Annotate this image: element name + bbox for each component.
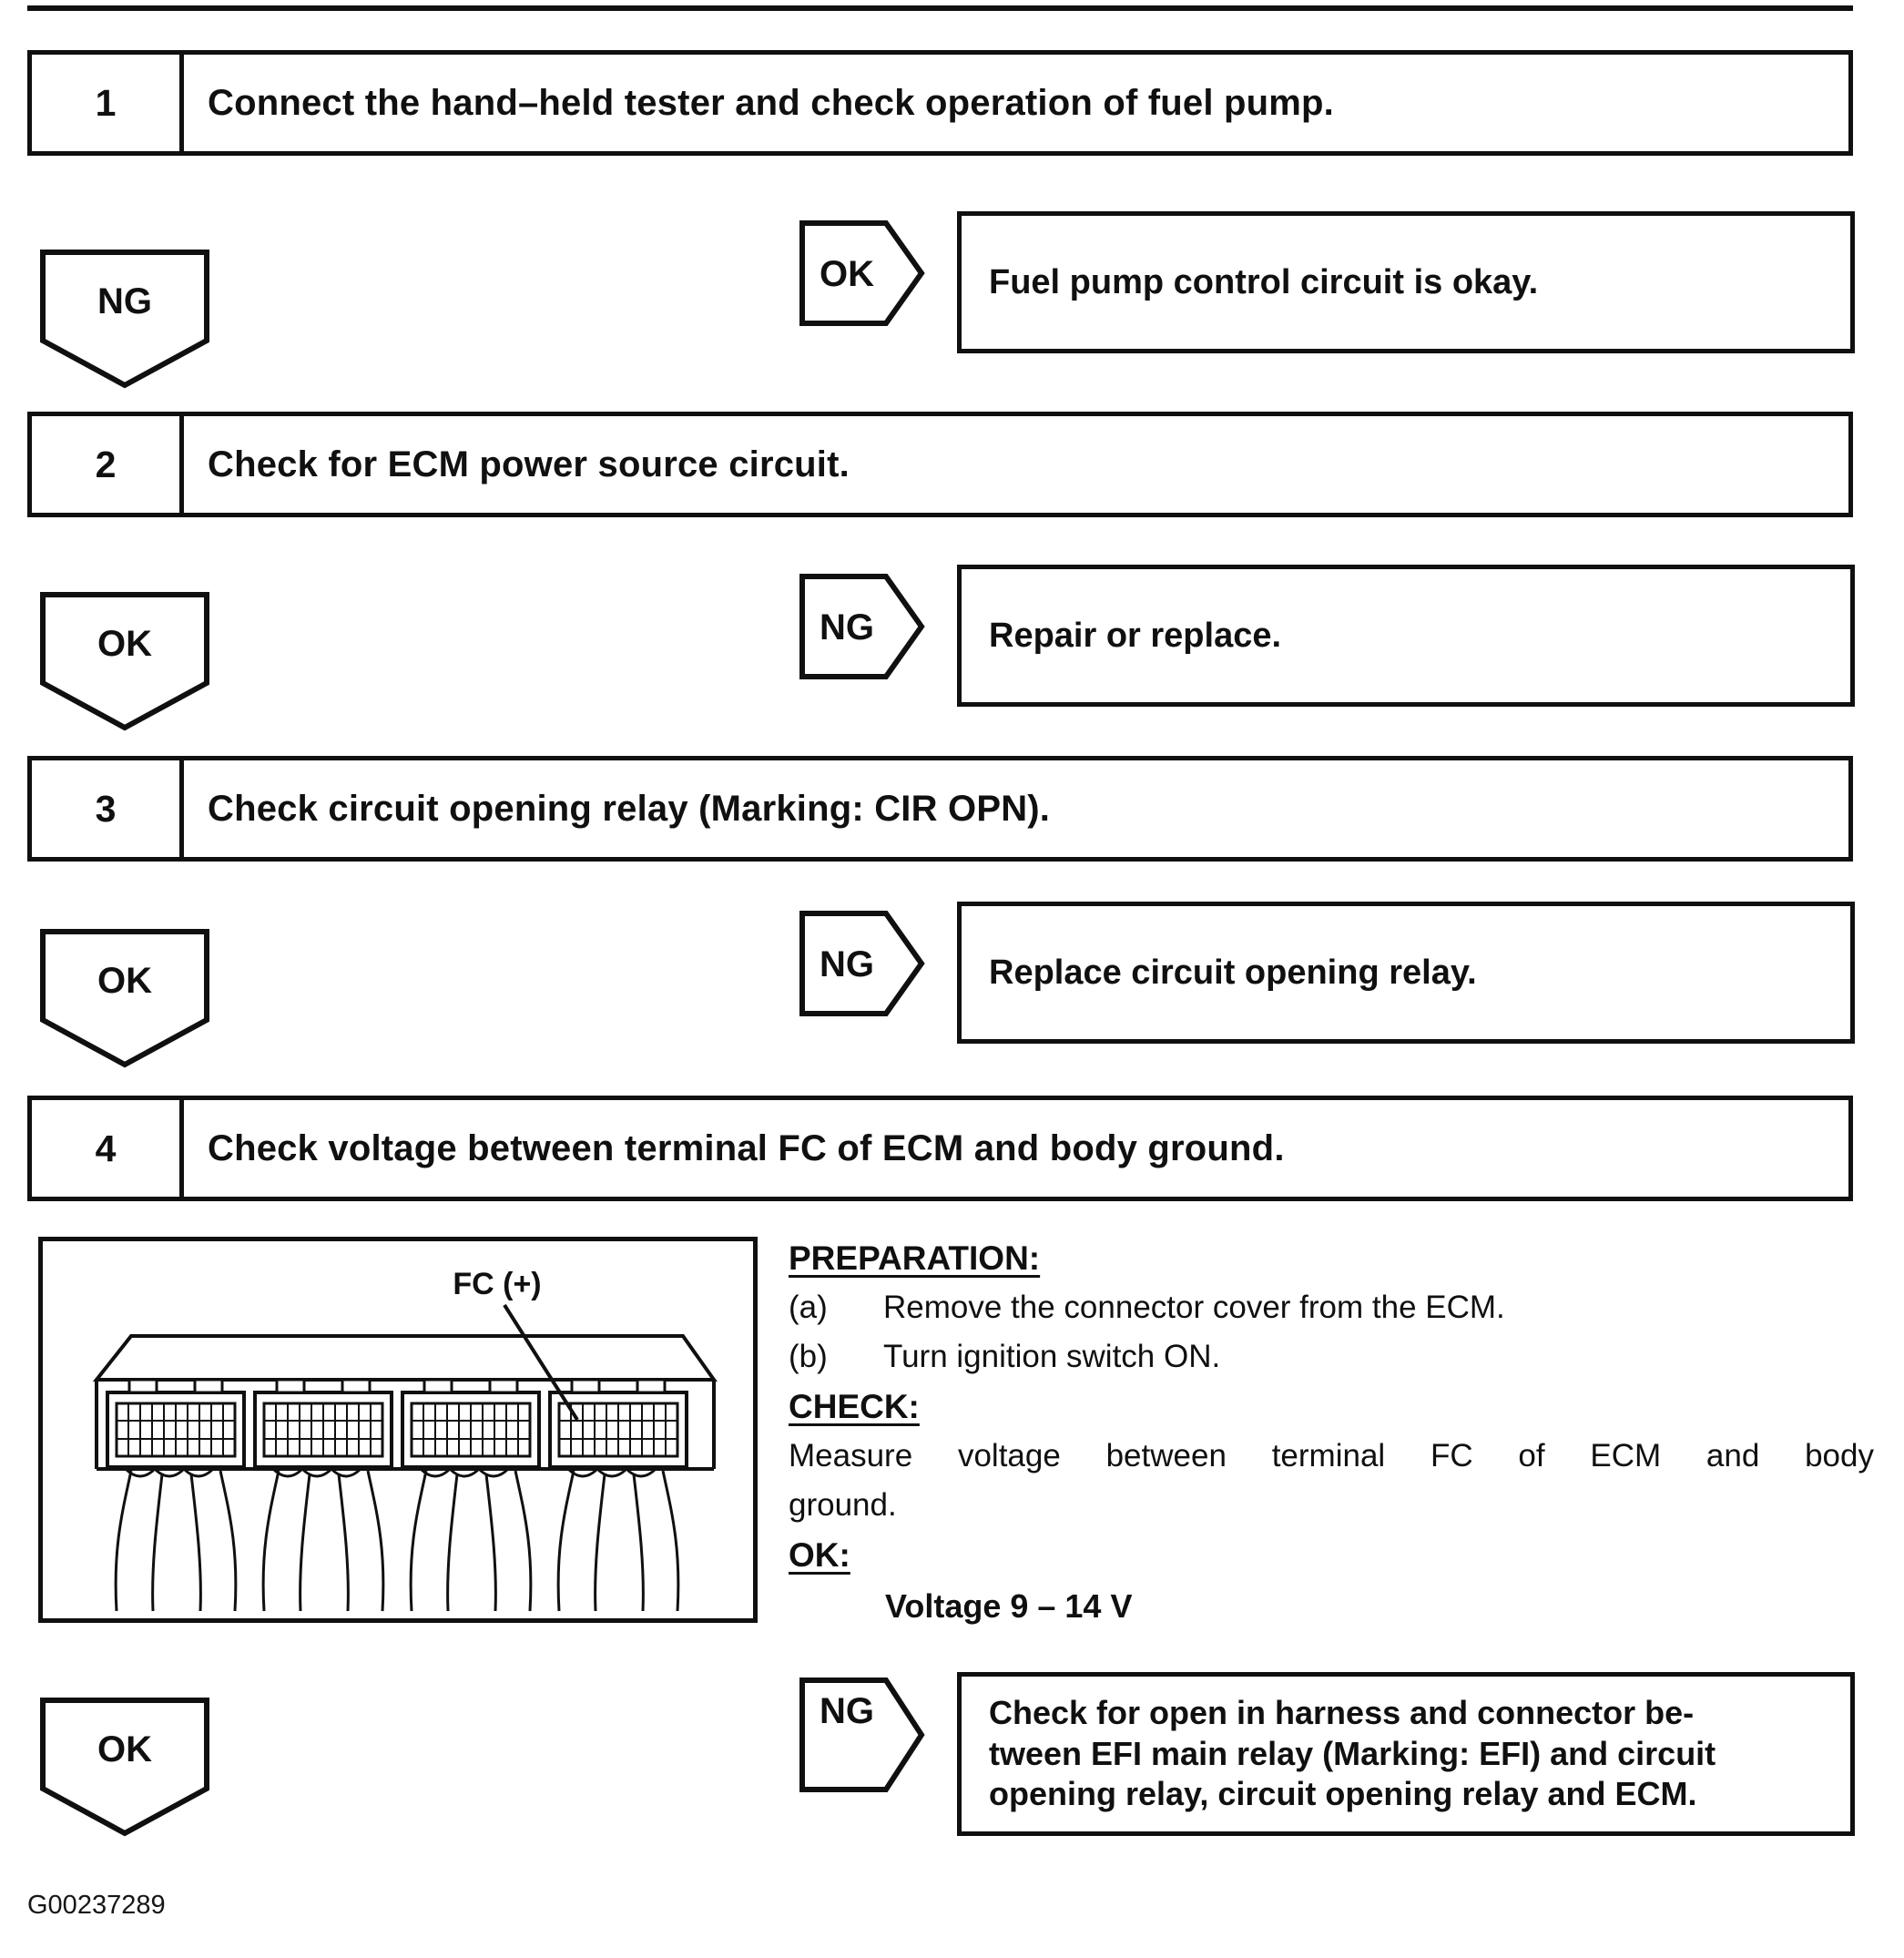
step-2-title: Check for ECM power source circuit. <box>208 444 850 484</box>
step-4-down-tag <box>38 1696 211 1840</box>
step-1-title: Connect the hand–held tester and check operation of fuel pump. <box>208 82 1334 123</box>
step-4-side-label: NG <box>820 1691 874 1731</box>
step-3-down-tag <box>38 927 211 1071</box>
preparation-item-a <box>789 1283 1874 1332</box>
step-3-down-label: OK <box>97 961 152 1001</box>
check-text-line2: ground. <box>789 1487 897 1523</box>
step-4-result-box <box>957 1672 1855 1836</box>
step-4-down-label: OK <box>97 1729 152 1769</box>
procedure-text <box>789 1233 1874 1633</box>
step-3-result-box <box>957 902 1855 1044</box>
step-1-result-text: Fuel pump control circuit is okay. <box>989 262 1539 301</box>
item-index: (b) <box>789 1339 828 1374</box>
step-2-number: 2 <box>32 416 184 513</box>
step-4-result-line3: opening relay, circuit opening relay and ECM. <box>989 1775 1697 1813</box>
harness-wires-4 <box>558 1469 678 1611</box>
step-4-title: Check voltage between terminal FC of ECM and body ground. <box>208 1127 1285 1168</box>
harness-wires-2 <box>263 1469 383 1611</box>
preparation-heading: PREPARATION: <box>789 1239 1041 1277</box>
step-4-side-tag <box>798 1676 927 1794</box>
step-3-result-text: Replace circuit opening relay. <box>989 953 1477 992</box>
step-4-box <box>27 1096 1853 1201</box>
top-divider <box>27 5 1853 11</box>
step-3-box <box>27 756 1853 862</box>
step-4-result-line1: Check for open in harness and connector be- <box>989 1694 1695 1732</box>
step-2-side-tag <box>798 572 927 681</box>
item-text: Remove the connector cover from the ECM. <box>883 1290 1505 1325</box>
check-text-line1: Measure voltage between terminal FC of ECM and body <box>789 1438 1874 1474</box>
figure-id: G00237289 <box>27 1891 166 1920</box>
ecm-connector-2 <box>255 1380 392 1467</box>
preparation-item-b <box>789 1332 1874 1382</box>
step-3-side-tag <box>798 909 927 1018</box>
ok-heading: OK: <box>789 1536 850 1574</box>
ecm-connector-4 <box>550 1380 687 1467</box>
step-1-down-label: NG <box>97 281 152 321</box>
step-2-down-label: OK <box>97 624 152 664</box>
step-1-box <box>27 50 1853 156</box>
ecm-connector-diagram <box>38 1237 758 1623</box>
ok-specification: Voltage 9 – 14 V <box>885 1587 1133 1625</box>
step-2-result-text: Repair or replace. <box>989 616 1282 655</box>
step-1-side-tag <box>798 219 927 328</box>
step-1-down-tag <box>38 248 211 392</box>
step-1-side-label: OK <box>820 254 874 294</box>
item-index: (a) <box>789 1290 828 1325</box>
step-2-box <box>27 412 1853 517</box>
step-1-result-box <box>957 211 1855 353</box>
step-4-result-line2: tween EFI main relay (Marking: EFI) and circuit <box>989 1734 1716 1772</box>
harness-wires-1 <box>116 1469 236 1611</box>
check-heading: CHECK: <box>789 1388 920 1425</box>
step-3-title: Check circuit opening relay (Marking: CIR OPN). <box>208 788 1051 829</box>
step-3-number: 3 <box>32 760 184 857</box>
item-text: Turn ignition switch ON. <box>883 1339 1221 1374</box>
step-2-side-label: NG <box>820 607 874 648</box>
step-2-result-box <box>957 565 1855 707</box>
ecm-connector-1 <box>107 1380 244 1467</box>
step-2-down-tag <box>38 590 211 734</box>
step-3-side-label: NG <box>820 944 874 984</box>
ecm-connector-3 <box>402 1380 539 1467</box>
step-1-number: 1 <box>32 55 184 151</box>
step-4-number: 4 <box>32 1100 184 1197</box>
terminal-fc-label: FC (+) <box>453 1267 542 1301</box>
ecm-housing-roof <box>97 1336 714 1380</box>
harness-wires-3 <box>411 1469 531 1611</box>
ecm-connector-drawing <box>43 1241 753 1618</box>
